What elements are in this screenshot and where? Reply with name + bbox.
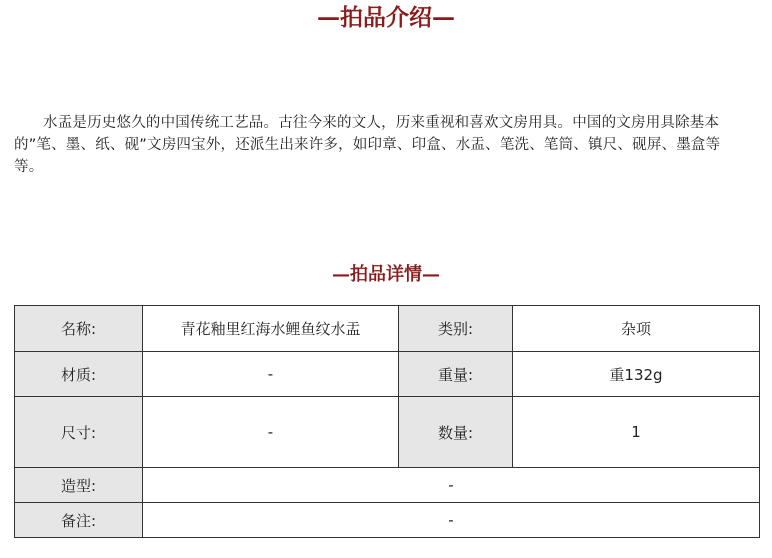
notes-value: - [143, 503, 760, 538]
category-label: 类别: [399, 306, 513, 352]
intro-paragraph: 水盂是历史悠久的中国传统工艺品。古往今来的文人，历来重视和喜欢文房用具。中国的文房用具除基本的”笔、墨、纸、砚”文房四宝外，还派生出来许多，如印章、印盒、水盂、笔洗、笔筒、镇尺、砚屏、墨盒等等。 [14, 115, 721, 175]
shape-label: 造型: [15, 468, 143, 503]
size-label: 尺寸: [15, 397, 143, 468]
table-row-name [15, 306, 760, 352]
quantity-value: 1 [513, 397, 760, 468]
category-value: 杂项 [513, 306, 760, 352]
details-table [14, 305, 760, 538]
weight-label: 重量: [399, 352, 513, 397]
table-row-shape [15, 468, 760, 503]
details-title: —拍品详情— [332, 264, 440, 285]
notes-label: 备注: [15, 503, 143, 538]
shape-value: - [143, 468, 760, 503]
weight-value: 重132g [513, 352, 760, 397]
quantity-label: 数量: [399, 397, 513, 468]
name-label: 名称: [15, 306, 143, 352]
table-row-notes [15, 503, 760, 538]
name-value: 青花釉里红海水鲤鱼纹水盂 [143, 306, 399, 352]
material-label: 材质: [15, 352, 143, 397]
table-row-size [15, 397, 760, 468]
material-value: - [143, 352, 399, 397]
size-value: - [143, 397, 399, 468]
intro-title: —拍品介绍— [317, 4, 455, 31]
table-row-material [15, 352, 760, 397]
